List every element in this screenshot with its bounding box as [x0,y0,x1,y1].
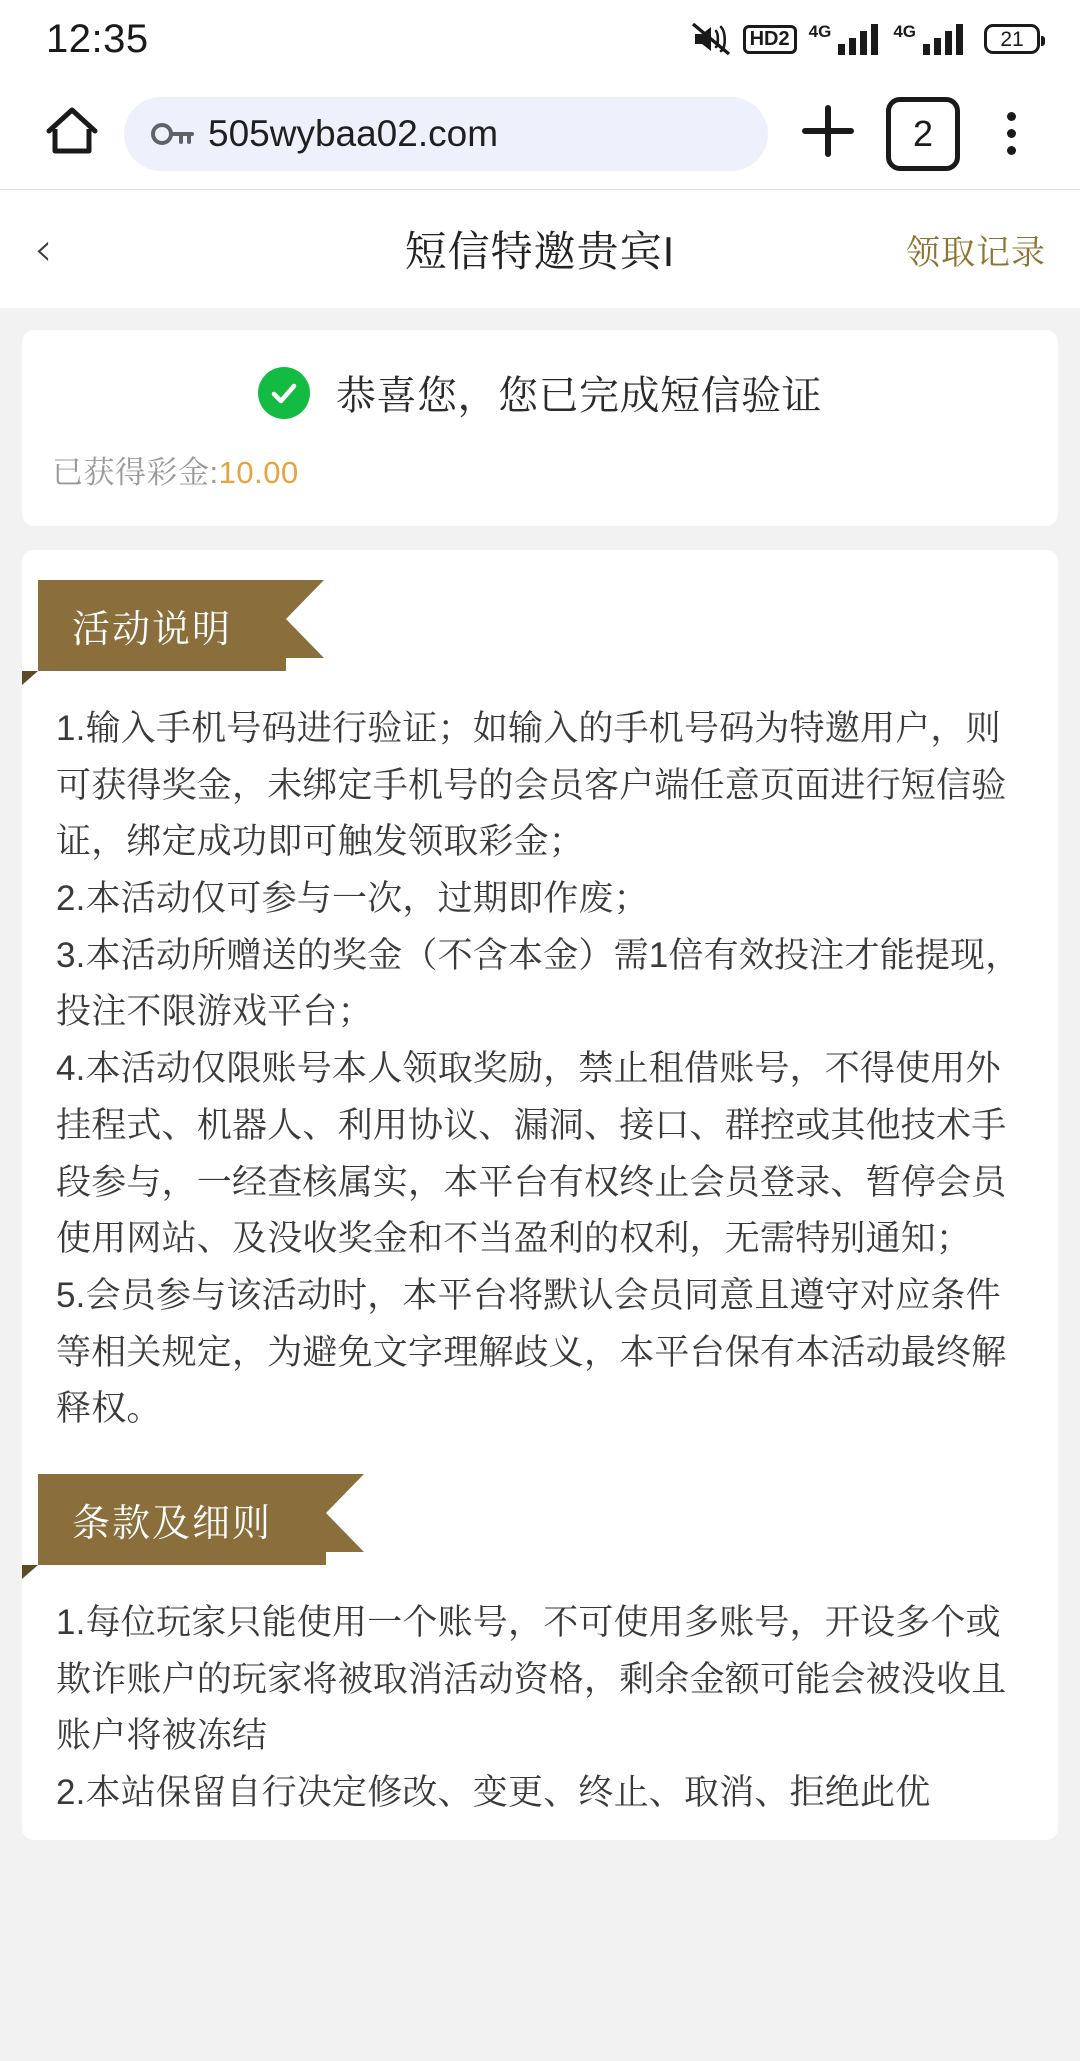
network-4g-label-secondary: 4G [893,22,916,41]
verification-result-card [22,330,1058,526]
check-circle-icon [258,367,310,419]
url-text[interactable]: 505wybaa02.com [208,112,499,154]
congrats-message: 恭喜您，您已完成短信验证 [336,374,822,418]
rule-paragraph: 5.会员参与该活动时，本平台将默认会员同意且遵守对应条件等相关规定，为避免文字理解歧义，本平台保有本活动最终解释权。 [56,1275,1007,1429]
more-vertical-icon-dot2 [1007,129,1016,138]
bonus-label: 已获得彩金: [52,455,219,490]
bonus-amount: 10.00 [218,455,299,490]
rule-paragraph: 1.输入手机号码进行验证；如输入的手机号码为特邀用户，则可获得奖金，未绑定手机号的会员客户端任意页面进行短信验证，绑定成功即可触发领取彩金； [56,709,1007,862]
home-button[interactable] [34,105,110,162]
more-vertical-icon-dot3 [1007,146,1016,155]
site-info-icon[interactable] [150,117,194,151]
section-title-activity: 活动说明 [38,580,286,671]
more-vertical-icon [1007,112,1016,121]
battery-icon [984,24,1040,54]
terms-ribbon-wrap [22,1444,1058,1565]
rule-paragraph: 2.本活动仅可参与一次，过期即作废； [56,879,649,919]
terms-paragraph: 2.本站保留自行决定修改、变更、终止、取消、拒绝此优 [56,1773,931,1812]
new-tab-button[interactable] [786,102,870,165]
bonus-line [52,447,1028,492]
plus-icon [799,102,857,165]
back-button[interactable]: ‹ [34,222,53,276]
mute-icon [691,22,731,56]
claim-records-link[interactable]: 领取记录 [906,233,1046,272]
tab-count: 2 [912,112,934,154]
battery-percent: 21 [1000,27,1024,51]
activity-info-section [22,550,1058,1840]
activity-ribbon-wrap [22,550,1058,671]
rule-paragraph: 3.本活动所赠送的奖金（不含本金）需1倍有效投注才能提现，投注不限游戏平台； [56,935,1021,1032]
page-title: 短信特邀贵宾I [404,228,676,275]
rule-paragraph: 4.本活动仅限账号本人领取奖励，禁止租借账号，不得使用外挂程式、机器人、利用协议、漏洞、接口、群控或其他技术手段参与，一经查核属实，本平台有权终止会员登录、暂停会员使用网站、及没收奖金和不当盈利的权利，无需特别通知； [56,1049,1007,1259]
signal-bars-primary-icon [837,22,881,56]
terms-text [22,1565,1058,1828]
page-content [0,308,1080,1840]
signal-bars-secondary-icon [922,22,966,56]
network-4g-label-primary: 4G [808,22,832,41]
hd2-icon: HD2 [743,25,797,54]
page-header [0,190,1080,308]
browser-toolbar [0,78,1080,190]
status-clock: 12:35 [46,16,149,61]
congrats-row [52,364,1028,421]
home-icon [45,105,99,162]
tab-switcher-button[interactable] [886,97,960,171]
activity-rules-text [22,671,1058,1444]
url-bar[interactable] [124,97,768,171]
terms-paragraph: 1.每位玩家只能使用一个账号，不可使用多账号，开设多个或欺诈账户的玩家将被取消活动资格，剩余金额可能会被没收且账户将被冻结 [56,1602,1007,1756]
browser-menu-button[interactable] [976,97,1046,171]
status-bar [0,0,1080,78]
status-icon-group [691,22,1040,56]
section-title-terms: 条款及细则 [38,1474,326,1565]
